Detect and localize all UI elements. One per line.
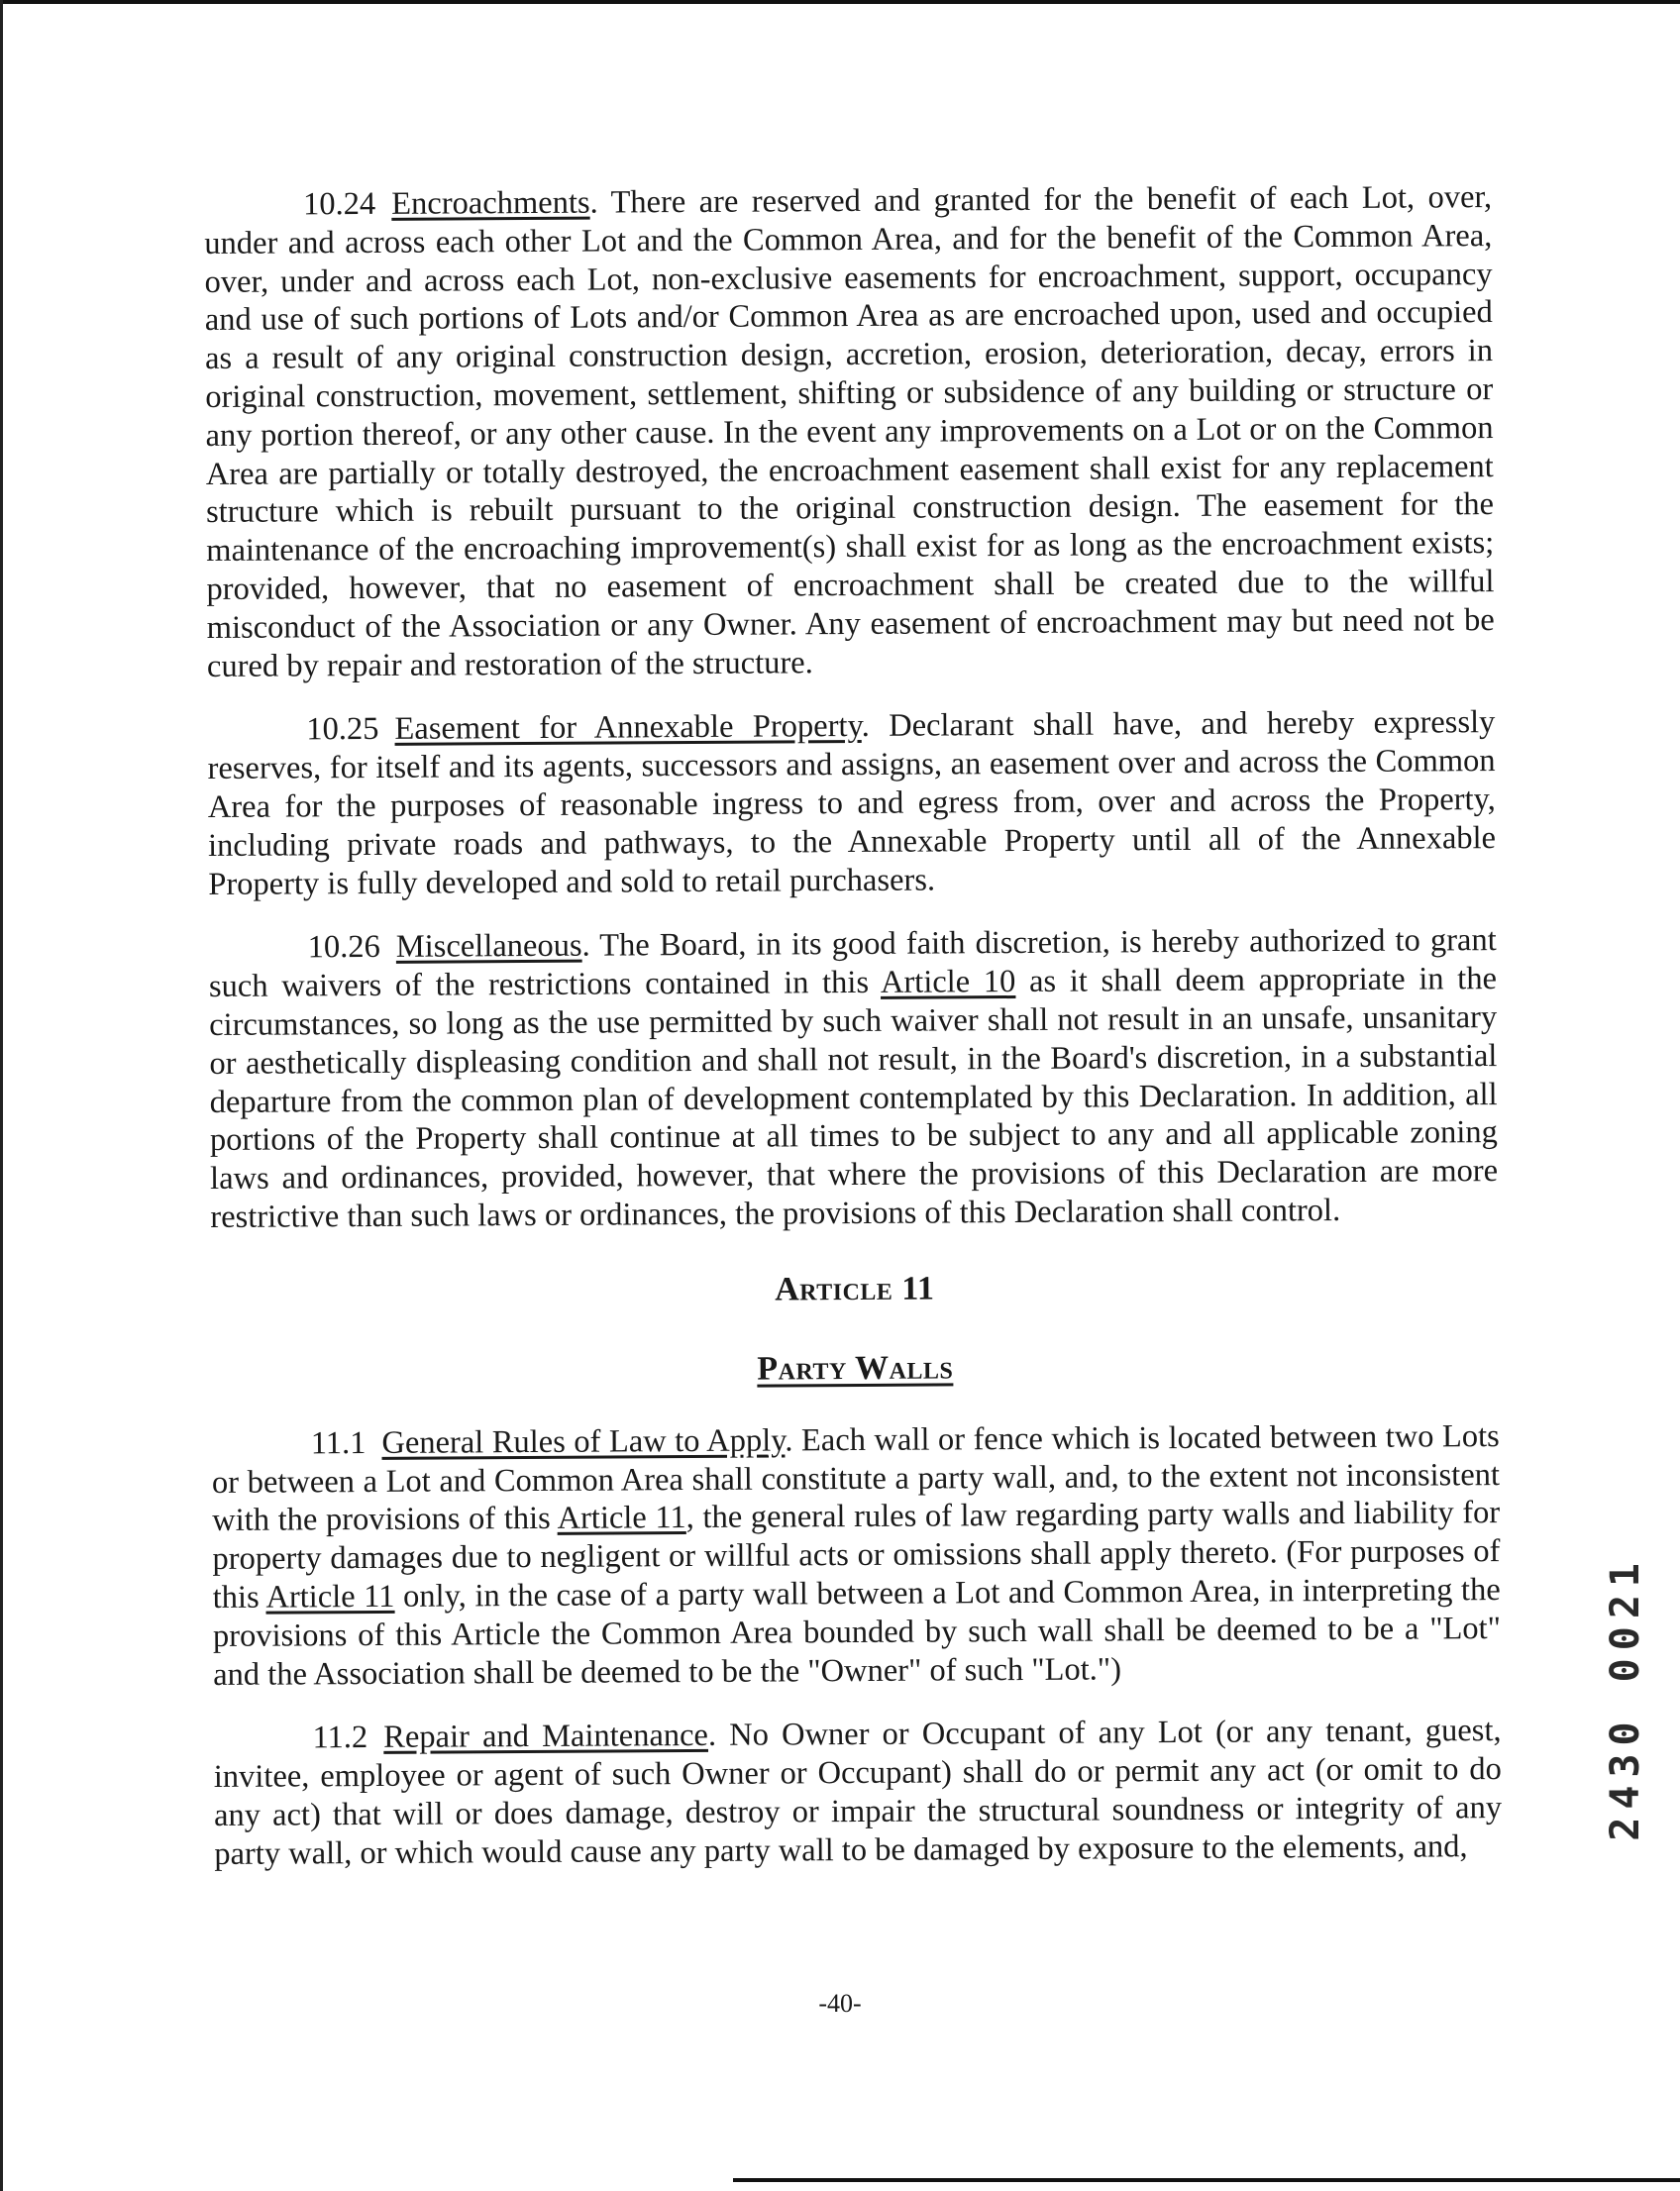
section-body: . No Owner or Occupant of any Lot (or any tenant, guest, invitee, employee or agent of such Owner or Occupant) shall do or permit any act (or omit to do any act) that will or does damage, destroy or impair the structural soundness or integrity of any party wall, or which would cause any party wall to be damaged by exposure to the elements, and, [213, 1713, 1503, 1872]
article-reference: Article 11 [557, 1500, 686, 1537]
section-11-1 [212, 1417, 1502, 1695]
section-number: 11.1 [310, 1424, 367, 1462]
scan-edge-bottom [733, 2178, 1680, 2182]
scan-edge-left [0, 0, 3, 2191]
section-title: General Rules of Law to Apply [381, 1422, 786, 1461]
recording-stamp: 2430 0021 [1603, 1555, 1648, 1841]
section-number: 10.25 [306, 711, 379, 748]
section-body: . The Board, in its good faith discretion, is hereby authorized to grant such waivers of the restrictions contained in this [208, 922, 1497, 1005]
section-body: , the general rules of law regarding party walls and liability for property damages due to negligent or willful acts or omissions shall apply thereto. (For purposes of this [212, 1495, 1501, 1616]
section-10-26 [209, 921, 1499, 1236]
section-title: Miscellaneous [395, 928, 582, 966]
article-reference: Article 10 [880, 964, 1016, 1000]
section-number: 10.26 [307, 929, 380, 966]
section-10-25 [207, 703, 1496, 903]
section-title: Easement for Annexable Property [394, 708, 862, 748]
section-title: Encroachments [391, 184, 590, 222]
section-10-24 [204, 178, 1495, 685]
section-number: 10.24 [303, 185, 376, 223]
section-11-2 [213, 1712, 1502, 1873]
section-body: . Each wall or fence which is located between two Lots or between a Lot and Common Area shall constitute a party wall, and, to the extent not inconsistent with the provisions of this [211, 1417, 1501, 1539]
section-body: . There are reserved and granted for the benefit of each Lot, over, under and across each other Lot and the Common Area, and for the benefit of the Common Area, over, under and across each Lot, non-exclusive easements for encroachment, support, occupancy and use of such portions of Lots and/or Common Area as are encroached upon, used and occupied as a result of any original construction design, accretion, erosion, deterioration, decay, errors in original construction, movement, settlement, shifting or subsidence of any building or structure or any portion thereof, or any other cause. In the event any improvements on a Lot or on the Common Area are partially or totally destroyed, the encroachment easement shall exist for any replacement structure which is rebuilt pursuant to the original construction design. The easement for the maintenance of the encroaching improvement(s) shall exist for as long as the encroachment exists; provided, however, that no easement of encroachment shall be created due to the willful misconduct of the Association or any Owner. Any easement of encroachment may but need not be cured by repair and restoration of the structure. [204, 179, 1495, 684]
page-number: -40- [818, 1989, 862, 2018]
section-body: as it shall deem appropriate in the circumstances, so long as the use permitted by such waiver shall not result in an unsafe, unsanitary or aesthetically displeasing condition and shall not result, in the Board's discretion, in a substantial departure from the common plan of development contemplated by this Declaration. In addition, all portions of the Property shall continue at all times to be subject to any and all applicable zoning laws and ordinances, provided, however, that where the provisions of this Declaration are more restrictive than such laws or ordinances, the provisions of this Declaration shall control. [209, 961, 1499, 1235]
section-body: only, in the case of a party wall between a Lot and Common Area, in interpreting the provisions of this Article the Common Area bounded by such wall shall be deemed to be a "Lot" and the Association shall be deemed to be the "Owner" of such "Lot.") [212, 1571, 1502, 1693]
section-number: 11.2 [312, 1720, 368, 1756]
section-title: Repair and Maintenance [383, 1718, 709, 1756]
scan-edge-top [0, 0, 1680, 4]
article-heading: Party Walls [757, 1349, 954, 1388]
article-title: Article 11 [775, 1270, 935, 1308]
document-page [204, 178, 1503, 1899]
section-body: . Declarant shall have, and hereby expressly reserves, for itself and its agents, successors and assigns, an easement over and across the Common Area for the purposes of reasonable ingress to and egress from, over and across the Property, including private roads and pathways, to the Annexable Property until all of the Annexable Property is fully developed and sold to retail purchasers. [207, 704, 1497, 902]
article-reference: Article 11 [265, 1578, 395, 1616]
